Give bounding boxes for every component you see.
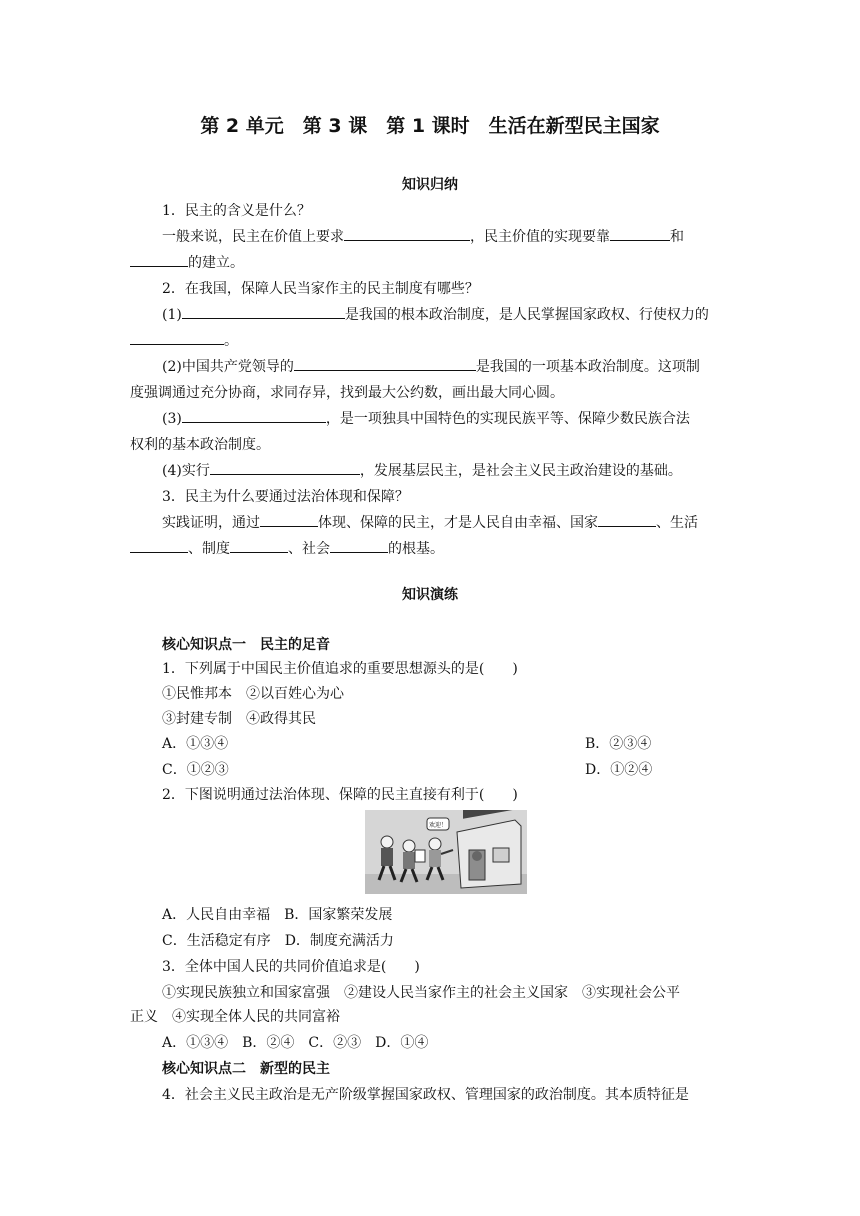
- question-2-options-cd[interactable]: C．生活稳定有序 D．制度充满活力: [162, 933, 394, 949]
- answer-blank[interactable]: [260, 510, 318, 527]
- answer-blank[interactable]: [330, 536, 388, 553]
- question-3-options[interactable]: A．①③④ B．②④ C．②③ D．①④: [162, 1035, 429, 1051]
- text-segment: (2)中国共产党领导的: [162, 359, 294, 375]
- answer-blank[interactable]: [182, 406, 326, 423]
- question-3: 3．全体中国人民的共同价值追求是( ): [162, 959, 420, 975]
- text-segment: 的建立。: [188, 255, 244, 271]
- summary-answer-3-line-2: [130, 536, 444, 562]
- answer-blank[interactable]: [210, 458, 360, 475]
- core-point-1-heading: 核心知识点一 民主的足音: [162, 637, 330, 653]
- speech-bubble-text: 欢迎！: [428, 822, 448, 829]
- answer-blank[interactable]: [130, 536, 188, 553]
- text-segment: 和: [670, 229, 684, 245]
- text-segment: (1): [162, 307, 182, 323]
- answer-blank[interactable]: [344, 224, 470, 241]
- summary-answer-line-2: [130, 250, 244, 276]
- answer-blank[interactable]: [182, 302, 345, 319]
- section-heading-summary: 知识归纳: [402, 177, 458, 193]
- text-segment: ，民主价值的实现要靠: [470, 229, 610, 245]
- summary-point-3: [162, 406, 690, 432]
- answer-blank[interactable]: [294, 354, 476, 371]
- question-1-statements-b: ③封建专制 ④政得其民: [162, 711, 316, 727]
- page-title: 第 2 单元 第 3 课 第 1 课时 生活在新型民主国家: [200, 115, 660, 137]
- summary-point-3-cont: 权利的基本政治制度。: [130, 437, 270, 453]
- text-segment: (4)实行: [162, 463, 210, 479]
- summary-point-4: [162, 458, 682, 484]
- text-segment: (3): [162, 411, 182, 427]
- text-segment: 。: [224, 333, 238, 349]
- summary-answer-3-line-1: [162, 510, 698, 536]
- text-segment: 、社会: [288, 541, 330, 557]
- summary-point-2-cont: 度强调通过充分协商，求同存异，找到最大公约数，画出最大同心圆。: [130, 385, 564, 401]
- question-1-statements-a: ①民惟邦本 ②以百姓心为心: [162, 686, 344, 702]
- text-segment: 的根基。: [388, 541, 444, 557]
- text-segment: 体现、保障的民主，才是人民自由幸福、国家: [318, 515, 598, 531]
- text-segment: 、制度: [188, 541, 230, 557]
- question-1-option-b[interactable]: B．②③④: [585, 736, 652, 752]
- summary-question-3: 3．民主为什么要通过法治体现和保障？: [162, 489, 409, 505]
- summary-point-1-cont: [130, 328, 238, 354]
- question-1-option-c[interactable]: C．①②③: [162, 762, 229, 778]
- answer-blank[interactable]: [598, 510, 656, 527]
- question-3-statements-b: 正义 ④实现全体人民的共同富裕: [130, 1009, 340, 1025]
- text-segment: 是我国的一项基本政治制度。这项制: [475, 359, 700, 375]
- text-segment: ，发展基层民主，是社会主义民主政治建设的基础。: [359, 463, 682, 479]
- text-segment: ，是一项独具中国特色的实现民族平等、保障少数民族合法: [325, 411, 690, 427]
- summary-answer-line-1: [162, 224, 684, 250]
- core-point-2-heading: 核心知识点二 新型的民主: [162, 1061, 330, 1077]
- question-1: 1．下列属于中国民主价值追求的重要思想源头的是( ): [162, 661, 518, 677]
- text-segment: 是我国的根本政治制度，是人民掌握国家政权、行使权力的: [344, 307, 709, 323]
- answer-blank[interactable]: [610, 224, 670, 241]
- cartoon-illustration: [365, 810, 527, 894]
- question-3-statements-a: ①实现民族独立和国家富强 ②建设人民当家作主的社会主义国家 ③实现社会公平: [162, 985, 680, 1001]
- answer-blank[interactable]: [230, 536, 288, 553]
- question-2: 2．下图说明通过法治体现、保障的民主直接有利于( ): [162, 787, 518, 803]
- question-1-option-a[interactable]: A．①③④: [162, 736, 229, 752]
- answer-blank[interactable]: [130, 328, 224, 345]
- summary-question-2: 2．在我国，保障人民当家作主的民主制度有哪些？: [162, 281, 479, 297]
- question-1-option-d[interactable]: D．①②④: [585, 762, 653, 778]
- summary-question-1: 1．民主的含义是什么？: [162, 203, 311, 219]
- question-2-options-ab[interactable]: A．人民自由幸福 B．国家繁荣发展: [162, 907, 393, 923]
- text-segment: 实践证明，通过: [162, 515, 260, 531]
- question-4: 4．社会主义民主政治是无产阶级掌握国家政权、管理国家的政治制度。其本质特征是: [162, 1087, 689, 1103]
- summary-point-1: [162, 302, 709, 328]
- text-segment: 一般来说，民主在价值上要求: [162, 229, 344, 245]
- section-heading-practice: 知识演练: [402, 587, 458, 603]
- summary-point-2: [162, 354, 700, 380]
- text-segment: 、生活: [656, 515, 698, 531]
- answer-blank[interactable]: [130, 250, 188, 267]
